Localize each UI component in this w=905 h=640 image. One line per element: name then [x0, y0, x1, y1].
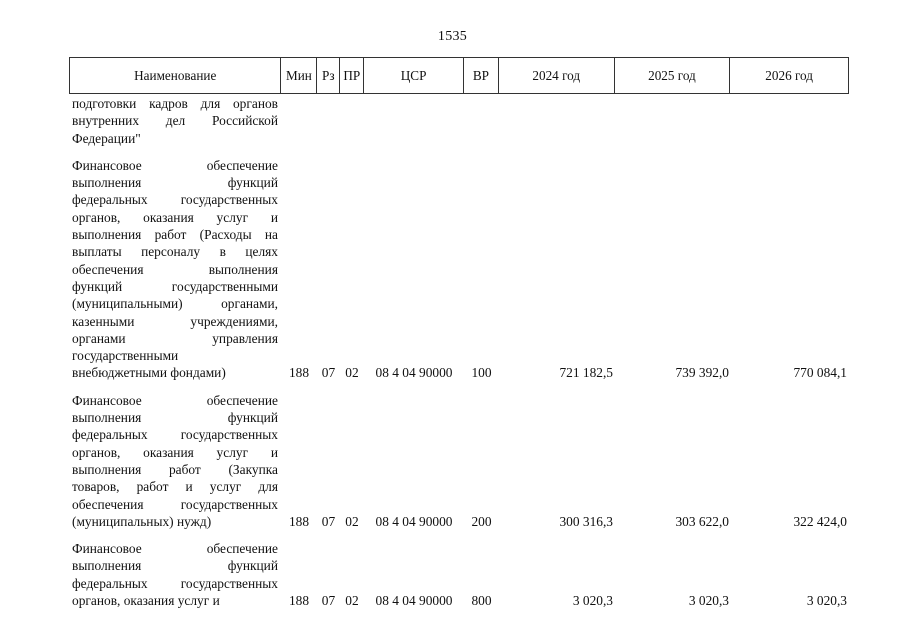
row-name-line: внебюджетными фондами) [72, 365, 226, 381]
cell-min: 188 [288, 593, 310, 609]
header-2024: 2024 год [499, 58, 615, 93]
row-gap [69, 382, 849, 392]
row-name-line: Финансовое обеспечение [72, 157, 278, 173]
cell-2025: 303 622,0 [675, 513, 729, 529]
cell-pr: 02 [345, 593, 359, 609]
row-name-line: федеральных государственных [72, 427, 278, 443]
table-body [69, 95, 849, 609]
cell-vr: 800 [471, 593, 492, 609]
row-name-line: органов, оказания услуг и [72, 444, 278, 460]
header-vr: ВР [464, 58, 499, 93]
row-name-line: обеспечения государственных [72, 496, 278, 512]
row-name-line: Федерации" [72, 130, 141, 146]
row-name-line: органами управления [72, 330, 278, 346]
header-csr: ЦСР [364, 58, 464, 93]
cell-min: 188 [288, 513, 310, 529]
row-name [69, 95, 281, 147]
cell-2024: 721 182,5 [559, 365, 613, 381]
row-name-line: выполнения работ (Закупка [72, 461, 278, 477]
cell-2026: 770 084,1 [793, 365, 847, 381]
table-header [69, 57, 849, 94]
header-name: Наименование [70, 58, 281, 93]
cell-2024: 3 020,3 [572, 593, 613, 609]
table-row [69, 392, 849, 530]
table-row [69, 540, 849, 609]
row-name-line: обеспечения выполнения [72, 261, 278, 277]
header-pr: ПР [340, 58, 364, 93]
cell-rz: 07 [321, 365, 336, 381]
row-name [69, 392, 281, 530]
row-name-line: Финансовое обеспечение [72, 392, 278, 408]
cell-csr: 08 4 04 90000 [375, 513, 453, 529]
row-name-line: товаров, работ и услуг для [72, 479, 278, 495]
cell-vr: 100 [471, 365, 492, 381]
cell-csr: 08 4 04 90000 [375, 593, 453, 609]
cell-rz: 07 [321, 593, 336, 609]
cell-2026: 322 424,0 [793, 513, 847, 529]
table-row [69, 95, 849, 147]
cell-2025: 3 020,3 [688, 593, 729, 609]
row-name-line: органов, оказания услуг и [72, 209, 278, 225]
cell-vr: 200 [471, 513, 492, 529]
row-name [69, 157, 281, 382]
row-name-line: выплаты персоналу в целях [72, 244, 278, 260]
table-row [69, 157, 849, 382]
row-name-line: подготовки кадров для органов [72, 96, 278, 111]
row-name-line: выполнения работ (Расходы на [72, 227, 278, 243]
cell-pr: 02 [345, 513, 359, 529]
row-name-line: федеральных государственных [72, 575, 278, 591]
row-name-line: органов, оказания услуг и [72, 593, 220, 609]
row-gap [69, 530, 849, 540]
page-number: 1535 [437, 29, 468, 44]
cell-min: 188 [288, 365, 310, 381]
cell-pr: 02 [345, 365, 359, 381]
row-name-line: казенными учреждениями, [72, 313, 278, 329]
row-name-line: (муниципальными) органами, [72, 296, 278, 312]
row-name-line: выполнения функций [72, 558, 278, 574]
row-name-line: выполнения функций [72, 175, 278, 191]
header-2026: 2026 год [765, 67, 813, 83]
row-name-line: федеральных государственных [72, 192, 278, 208]
row-gap [69, 147, 849, 157]
header-min: Мин [281, 58, 317, 93]
cell-rz: 07 [321, 513, 336, 529]
header-rz: Рз [317, 58, 340, 93]
cell-2025: 739 392,0 [675, 365, 729, 381]
row-name-line: функций государственными [72, 278, 278, 294]
cell-2026: 3 020,3 [806, 593, 847, 609]
cell-2024: 300 316,3 [559, 513, 613, 529]
row-name-line: Финансовое обеспечение [72, 541, 278, 557]
row-name-line: государственными [72, 348, 179, 364]
row-name-line: выполнения функций [72, 410, 278, 426]
row-name-line: внутренних дел Российской [72, 113, 278, 129]
cell-csr: 08 4 04 90000 [375, 365, 453, 381]
header-2025: 2025 год [615, 58, 731, 93]
row-name-line: (муниципальных) нужд) [72, 513, 212, 529]
row-name [69, 540, 281, 609]
